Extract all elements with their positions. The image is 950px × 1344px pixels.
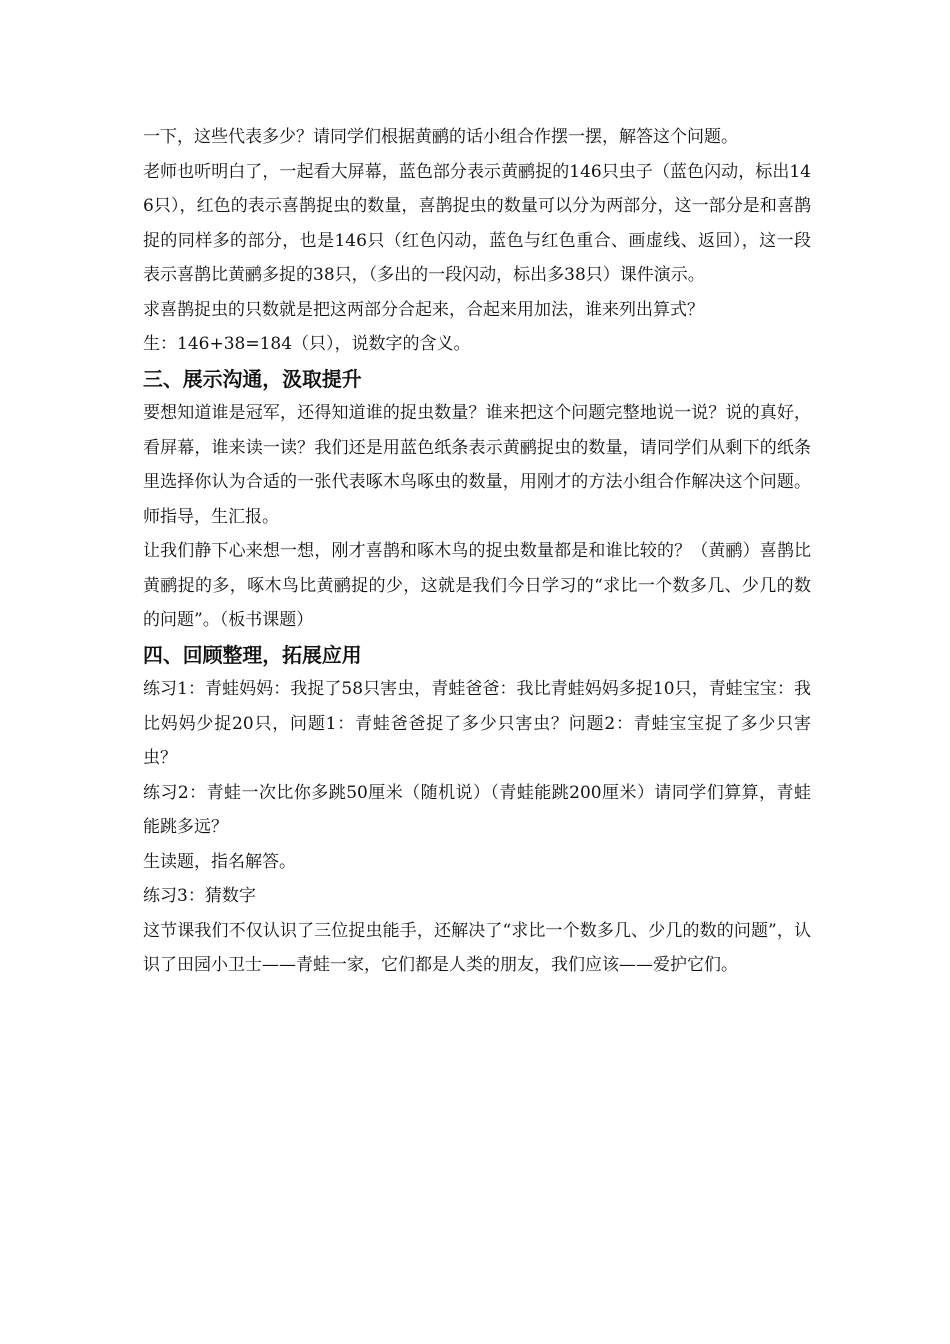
exercise-2: 练习2：青蛙一次比你多跳50厘米（随机说）（青蛙能跳200厘米）请同学们算算，青蛙能跳多远？ (143, 782, 811, 837)
section-heading-3: 三、展示沟通，汲取提升 (143, 366, 362, 391)
exercise-3: 练习3：猜数字 (143, 886, 256, 906)
paragraph: 要想知道谁是冠军，还得知道谁的捉虫数量？谁来把这个问题完整地说一说？说的真好，看屏幕，谁来读一读？我们还是用蓝色纸条表示黄鹂捉虫的数量，请同学们从剩下的纸条里选择你认为合适的一张代表啄木鸟啄虫的数量，用刚才的方法小组合作解决这个问题。师指导，生汇报。 (143, 403, 811, 527)
paragraph: 一下，这些代表多少？请同学们根据黄鹂的话小组合作摆一摆，解答这个问题。 (143, 127, 738, 147)
paragraph: 生读题，指名解答。 (143, 851, 296, 872)
document-body (143, 120, 811, 983)
paragraph: 老师也听明白了，一起看大屏幕，蓝色部分表示黄鹂捉的146只虫子（蓝色闪动，标出146只），红色的表示喜鹊捉虫的数量，喜鹊捉虫的数量可以分为两部分，这一部分是和喜鹊捉的同样多的部分，也是146只（红色闪动，蓝色与红色重合、画虚线、返回），这一段表示喜鹊比黄鹂多捉的38只，（多出的一段闪动，标出多38只）课件演示。 (143, 161, 811, 285)
paragraph: 生：146+38=184（只），说数字的含义。 (143, 334, 471, 354)
paragraph: 求喜鹊捉虫的只数就是把这两部分合起来，合起来用加法，谁来列出算式？ (143, 299, 704, 320)
paragraph: 让我们静下心来想一想，刚才喜鹊和啄木鸟的捉虫数量都是和谁比较的？（黄鹂）喜鹊比黄鹂捉的多，啄木鸟比黄鹂捉的少，这就是我们今日学习的“求比一个数多几、少几的数的问题”。（板书课题） (143, 541, 811, 630)
section-heading-4: 四、回顾整理，拓展应用 (143, 642, 362, 667)
exercise-1: 练习1：青蛙妈妈：我捉了58只害虫，青蛙爸爸：我比青蛙妈妈多捉10只，青蛙宝宝：我比妈妈少捉20只，问题1：青蛙爸爸捉了多少只害虫？问题2：青蛙宝宝捉了多少只害虫？ (143, 679, 811, 768)
summary-paragraph: 这节课我们不仅认识了三位捉虫能手，还解决了“求比一个数多几、少几的数的问题”，认识了田园小卫士——青蛙一家，它们都是人类的朋友，我们应该——爱护它们。 (143, 920, 811, 975)
